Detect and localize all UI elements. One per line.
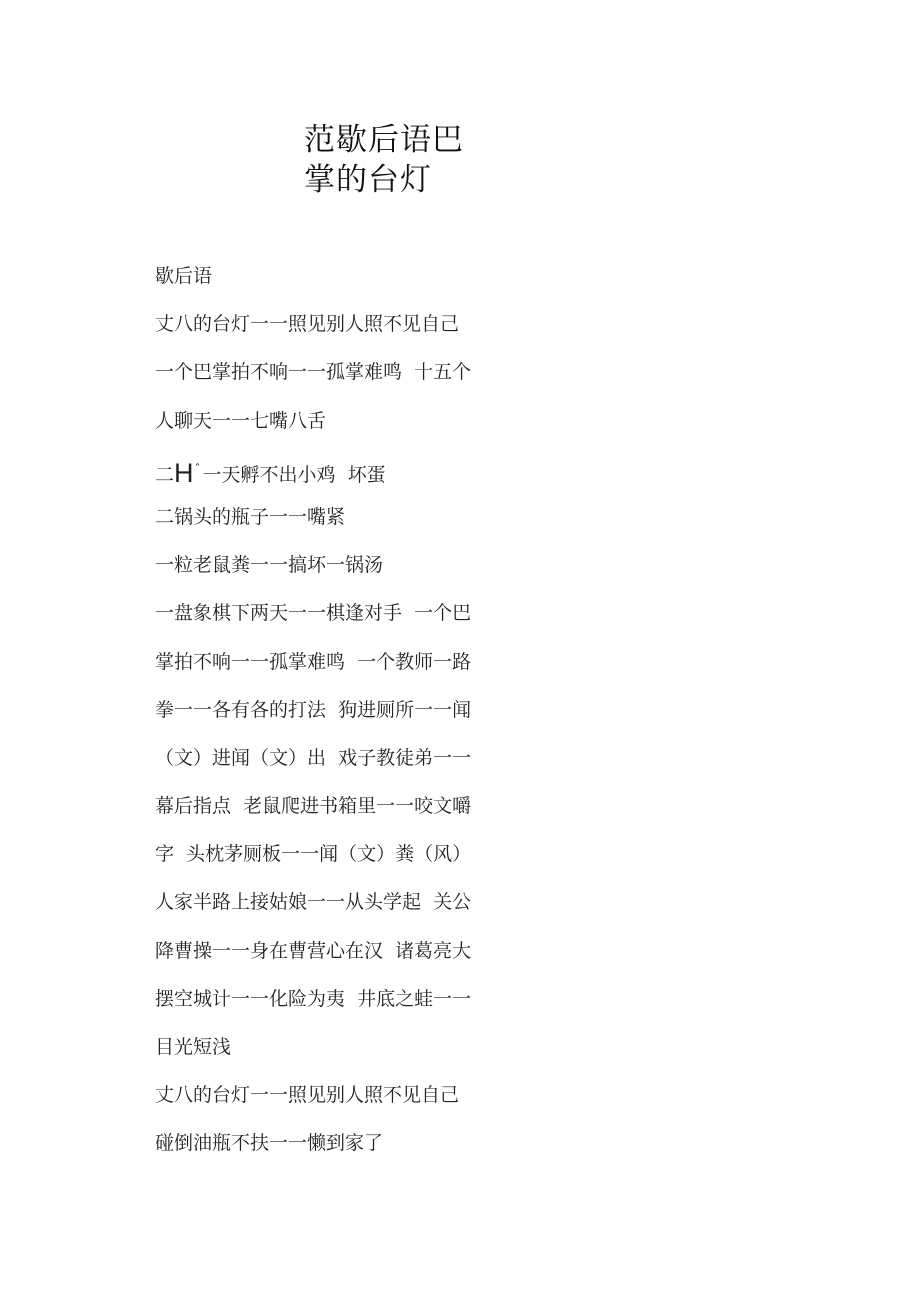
garbled-glyph: H: [174, 457, 194, 488]
text-line: 掌拍不响一一孤掌难鸣 一个教师一路: [155, 650, 472, 673]
garbled-prefix: 二: [155, 463, 175, 486]
text-line: 丈八的台灯一一照见别人照不见自己: [155, 1084, 460, 1107]
text-line: 碰倒油瓶不扶一一懒到家了: [155, 1132, 384, 1155]
text-line: 一盘象棋下两天一一棋逢对手 一个巴: [155, 602, 472, 625]
text-line: 一个巴掌拍不响一一孤掌难鸣 十五个: [155, 361, 472, 384]
document-title: [304, 120, 544, 200]
text-line: 二锅头的瓶子一一嘴紧: [155, 505, 346, 528]
section-heading: 歇后语: [155, 265, 213, 287]
title-line-2: 掌的台灯: [304, 162, 432, 198]
garbled-mark: ˆ: [194, 461, 201, 476]
text-line: 字 头枕茅厕板一一闻（文）粪（风）: [155, 843, 472, 866]
text-line: 一粒老鼠粪一一搞坏一锅汤: [155, 554, 384, 577]
text-line: 降曹操一一身在曹营心在汉 诸葛亮大: [155, 939, 472, 962]
text-line: 拳一一各有各的打法 狗进厕所一一闻: [155, 698, 472, 721]
text-line: （文）进闻（文）出 戏子教徒弟一一: [155, 746, 472, 769]
document-body: [155, 255, 515, 1171]
text-line: 丈八的台灯一一照见别人照不见自己: [155, 313, 460, 336]
text-line: 目光短浅: [155, 1036, 232, 1058]
text-line: 人家半路上接姑娘一一从头学起 关公: [155, 891, 472, 914]
garbled-rest: 一天孵不出小鸡 坏蛋: [202, 463, 386, 486]
garbled-text-line: [155, 448, 515, 496]
text-line: 摆空城计一一化险为夷 井底之蛙一一: [155, 987, 472, 1010]
text-line: 人聊天一一七嘴八舌: [155, 409, 327, 432]
title-line-1: 范歇后语巴: [304, 122, 464, 158]
text-line: 幕后指点 老鼠爬进书箱里一一咬文嚼: [155, 795, 472, 818]
